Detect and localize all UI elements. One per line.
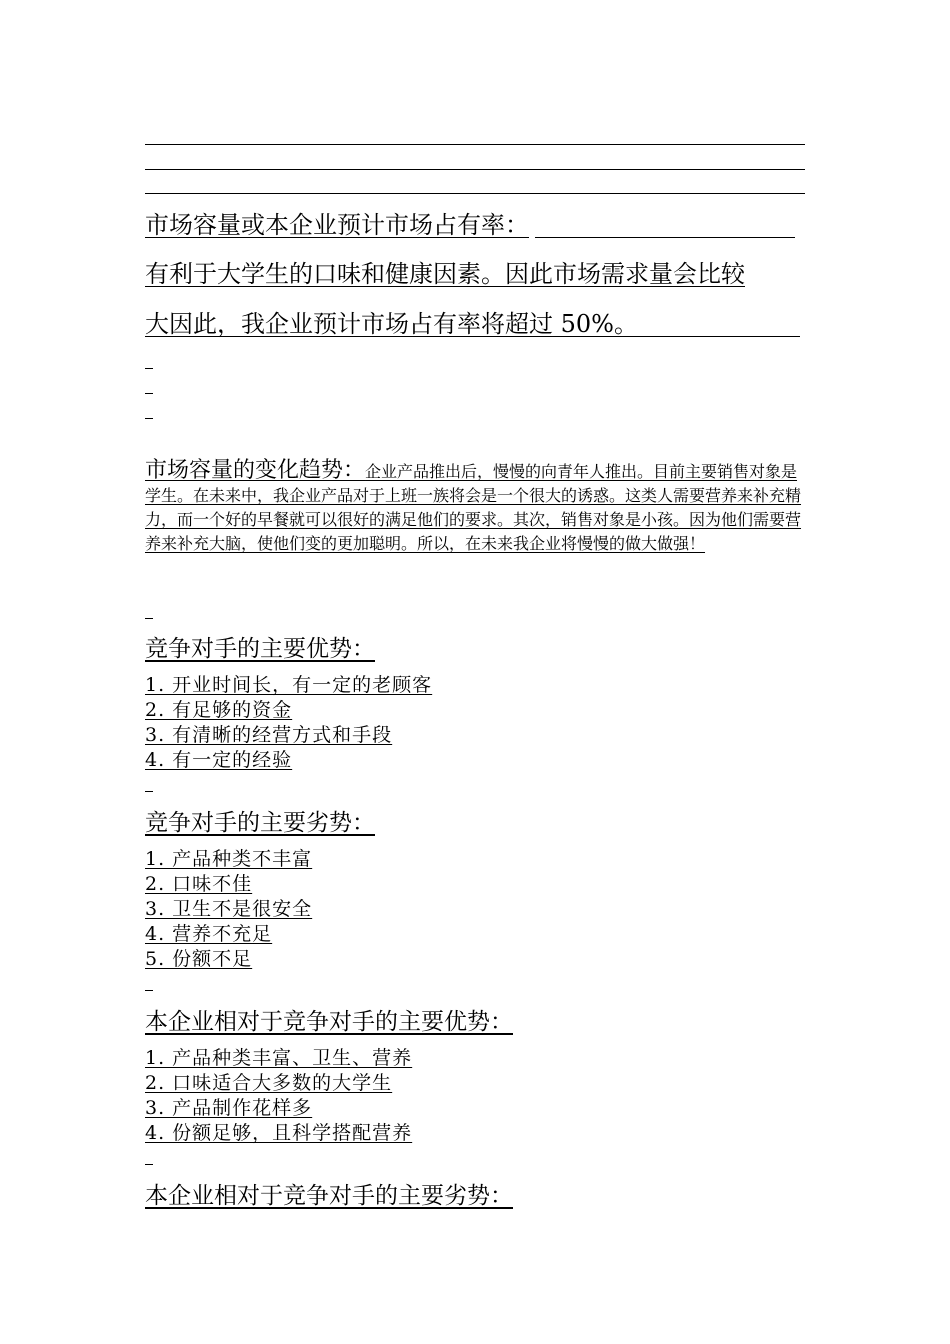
blank-line: [635, 336, 800, 337]
blank-marker: [145, 618, 153, 619]
blank-line: [145, 144, 805, 145]
competitor-weaknesses-list: [145, 847, 312, 972]
blank-marker: [145, 1164, 153, 1165]
list-item: 1. 产品种类不丰富: [145, 848, 313, 870]
blank-marker: [145, 368, 153, 369]
list-item: 2. 有足够的资金: [145, 699, 293, 721]
trend-paragraph: [145, 459, 807, 556]
our-weaknesses-heading: 本企业相对于竞争对手的主要劣势：: [145, 1183, 513, 1209]
competitor-weaknesses-heading: 竞争对手的主要劣势：: [145, 810, 375, 836]
market-share-line-1: 有利于大学生的口味和健康因素。因此市场需求量会比较: [145, 260, 745, 288]
blank-marker: [145, 791, 153, 792]
list-item: 2. 口味不佳: [145, 873, 253, 895]
list-item: 1. 开业时间长，有一定的老顾客: [145, 674, 433, 696]
list-item: 4. 份额足够，且科学搭配营养: [145, 1122, 413, 1144]
our-strengths-heading: 本企业相对于竞争对手的主要优势：: [145, 1009, 513, 1035]
market-share-label: 市场容量或本企业预计市场占有率：: [145, 211, 529, 239]
blank-line: [145, 169, 805, 170]
list-item: 3. 有清晰的经营方式和手段: [145, 724, 393, 746]
blank-line: [145, 193, 805, 194]
list-item: 3. 产品制作花样多: [145, 1097, 313, 1119]
list-item: 4. 有一定的经验: [145, 749, 293, 771]
list-item: 2. 口味适合大多数的大学生: [145, 1072, 393, 1094]
market-share-line-2: 大因此，我企业预计市场占有率将超过 50%。: [145, 310, 638, 338]
our-strengths-list: [145, 1046, 412, 1146]
list-item: 4. 营养不充足: [145, 923, 273, 945]
list-item: 1. 产品种类丰富、卫生、营养: [145, 1047, 413, 1069]
list-item: 5. 份额不足: [145, 948, 253, 970]
blank-line: [535, 237, 795, 238]
trend-label: 市场容量的变化趋势：: [145, 458, 366, 483]
list-item: 3. 卫生不是很安全: [145, 898, 313, 920]
trend-text: 企业产品推出后，慢慢的向青年人推出。目前主要销售对象是学生。在未来中，我企业产品对于上班一族将会是一个很大的诱惑。这类人需要营养来补充精力，而一个好的早餐就可以很好的满足他们的要求。其次，销售对象是小孩。因为他们需要营养来补充大脑，使他们变的更加聪明。所以，在未来我企业将慢慢的做大做强！: [145, 462, 802, 553]
blank-marker: [145, 990, 153, 991]
blank-marker: [145, 393, 153, 394]
competitor-strengths-list: [145, 673, 432, 773]
blank-marker: [145, 418, 153, 419]
competitor-strengths-heading: 竞争对手的主要优势：: [145, 636, 375, 662]
